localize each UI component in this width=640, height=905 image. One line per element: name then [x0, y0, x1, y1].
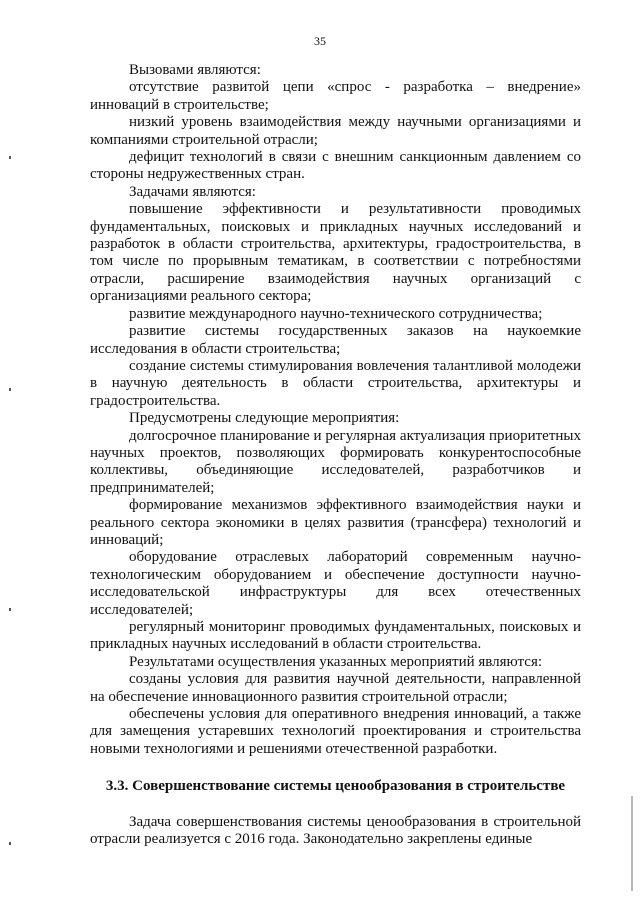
- paragraph: повышение эффективности и результативности проводимых фундаментальных, поисковых и прикладных научных исследований и разработок в области строительства, архитектуры, градостроительства, в том числе по прорывным тематикам, в соответствии с потребностями отрасли, расширение взаимодействия научных организаций с организациями реального сектора;: [90, 201, 581, 305]
- paragraph: обеспечены условия для оперативного внедрения инноваций, а также для замещения устаревших технологий проектирования и строительства новыми технологиями и решениями отечественной разработки.: [90, 706, 581, 757]
- paragraph: отсутствие развитой цепи «спрос - разработка – внедрение» инноваций в строительстве;: [90, 79, 581, 113]
- paragraph: формирование механизмов эффективного взаимодействия науки и реального сектора экономики в целях развития (трансфера) технологий и инноваций;: [90, 497, 581, 548]
- paragraph: Результатами осуществления указанных мероприятий являются:: [129, 653, 543, 670]
- paragraph: низкий уровень взаимодействия между научными организациями и компаниями строительной отрасли;: [90, 114, 581, 148]
- scan-mark: [9, 608, 11, 611]
- paragraph: создание системы стимулирования вовлечения талантливой молодежи в научную деятельность в области строительства, архитектуры и градостроительства.: [90, 357, 581, 409]
- paragraph: созданы условия для развития научной деятельности, направленной на обеспечение инновационного развития строительной отрасли;: [90, 671, 581, 705]
- paragraph: долгосрочное планирование и регулярная актуализация приоритетных научных проектов, позволяющих формировать конкурентоспособные коллективы, объединяющие исследователей, разработчиков и предпринимателей;: [90, 427, 581, 496]
- scan-mark: [9, 156, 11, 159]
- paragraph: Вызовами являются:: [129, 62, 261, 78]
- paragraph: развитие системы государственных заказов на наукоемкие исследования в области строительства;: [90, 323, 581, 357]
- paragraph: Задача совершенствования системы ценообразования в строительной отрасли реализуется с 2016 года. Законодательно закреплены единые: [90, 813, 581, 848]
- document-body: [90, 62, 581, 848]
- scan-edge-line: [631, 796, 633, 891]
- paragraph: Задачами являются:: [129, 183, 256, 200]
- scan-mark: [9, 388, 11, 391]
- page-number: 35: [314, 34, 326, 48]
- paragraph: Предусмотрены следующие мероприятия:: [129, 410, 400, 427]
- scan-mark: [9, 842, 11, 845]
- paragraph: регулярный мониторинг проводимых фундаментальных, поисковых и прикладных научных исследований в области строительства.: [90, 619, 581, 653]
- paragraph: дефицит технологий в связи с внешним санкционным давлением со стороны недружественных стран.: [90, 149, 581, 183]
- paragraph: оборудование отраслевых лабораторий современным научно-технологическим оборудованием и обеспечение доступности научно-исследовательской инфраструктуры для всех отечественных исследователей;: [90, 549, 581, 618]
- paragraph: развитие международного научно-технического сотрудничества;: [129, 305, 543, 322]
- section-heading: 3.3. Совершенствование системы ценообразования в строительстве: [105, 778, 566, 795]
